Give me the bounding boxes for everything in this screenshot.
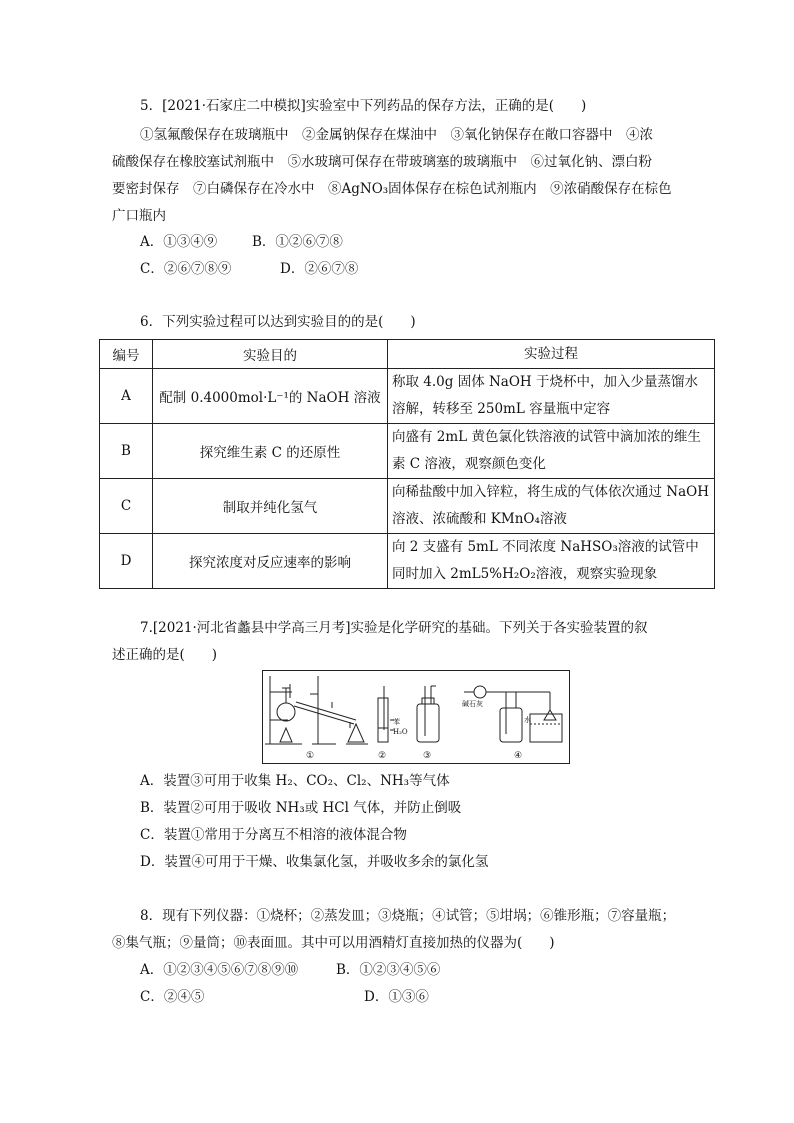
label-apparatus-1: ① <box>306 751 315 761</box>
label-water-2: H₂O <box>393 728 408 736</box>
q7-option-d[interactable]: D．装置④可用于干燥、收集氯化氢，并吸收多余的氯化氢 <box>140 854 489 870</box>
q7-stem: 述正确的是( ) <box>112 647 218 663</box>
q5-stem: 5．[2021·石家庄二中模拟]实验室中下列药品的保存方法，正确的是( ) <box>140 98 587 114</box>
q5-option-d[interactable]: D．②⑥⑦⑧ <box>280 261 359 277</box>
table-row <box>100 479 715 534</box>
q8-stem: ⑧集气瓶；⑨量筒；⑩表面皿。其中可以用酒精灯直接加热的仪器为( ) <box>112 935 555 951</box>
row-goal: 探究维生素 C 的还原性 <box>153 424 388 479</box>
q5-option-a[interactable]: A．①③④⑨ <box>140 234 218 250</box>
label-soda-lime: 碱石灰 <box>462 700 483 708</box>
row-procedure: 向 2 支盛有 5mL 不同浓度 NaHSO₃溶液的试管中同时加入 2mL5%H₂O₂溶液，观察实验现象 <box>388 534 715 589</box>
table-header-row <box>100 340 715 369</box>
q5-option-c[interactable]: C．②⑥⑦⑧⑨ <box>140 261 232 277</box>
apparatus-3-gas-bottle <box>417 686 439 742</box>
table-row <box>100 424 715 479</box>
row-procedure: 向稀盐酸中加入锌粒，将生成的气体依次通过 NaOH 溶液、浓硫酸和 KMnO₄溶液 <box>388 479 715 534</box>
q8-option-d[interactable]: D．①③⑥ <box>364 989 429 1005</box>
apparatus-4-drying-collect <box>464 686 562 742</box>
q8-option-c[interactable]: C．②④⑤ <box>140 989 205 1005</box>
table-header: 编号 <box>100 340 153 369</box>
table-header: 实验过程 <box>388 340 715 369</box>
q7-option-b[interactable]: B．装置②可用于吸收 NH₃或 HCl 气体，并防止倒吸 <box>140 800 462 816</box>
row-goal: 探究浓度对反应速率的影响 <box>153 534 388 589</box>
row-procedure: 向盛有 2mL 黄色氯化铁溶液的试管中滴加浓的维生素 C 溶液，观察颜色变化 <box>388 424 715 479</box>
q7-option-a[interactable]: A．装置③可用于收集 H₂、CO₂、Cl₂、NH₃等气体 <box>140 773 450 789</box>
row-id: B <box>100 424 153 479</box>
q5-body-line: 广口瓶内 <box>112 208 166 224</box>
q6-stem: 6．下列实验过程可以达到实验目的的是( ) <box>140 314 416 330</box>
table-row <box>100 369 715 424</box>
q5-option-b[interactable]: B．①②⑥⑦⑧ <box>252 234 343 250</box>
label-benzene: 苯 <box>393 718 400 726</box>
label-water-4: 水 <box>524 716 531 724</box>
q5-body-line: 要密封保存 ⑦白磷保存在冷水中 ⑧AgNO₃固体保存在棕色试剂瓶内 ⑨浓硝酸保存在棕色 <box>112 181 672 197</box>
label-apparatus-4: ④ <box>514 751 523 761</box>
apparatus-figure <box>262 670 570 764</box>
row-goal: 配制 0.4000mol·L⁻¹的 NaOH 溶液 <box>153 369 388 424</box>
row-id: D <box>100 534 153 589</box>
q8-option-b[interactable]: B．①②③④⑤⑥ <box>336 962 441 978</box>
q5-body-line: ①氢氟酸保存在玻璃瓶中 ②金属钠保存在煤油中 ③氧化钠保存在敞口容器中 ④浓 <box>140 127 653 143</box>
q6-table <box>99 339 715 589</box>
row-goal: 制取并纯化氢气 <box>153 479 388 534</box>
q8-stem: 8．现有下列仪器：①烧杯；②蒸发皿；③烧瓶；④试管；⑤坩埚；⑥锥形瓶；⑦容量瓶； <box>140 908 676 924</box>
table-header: 实验目的 <box>153 340 388 369</box>
label-apparatus-2: ② <box>378 751 387 761</box>
q7-stem: 7.[2021·河北省蠡县中学高三月考]实验是化学研究的基础。下列关于各实验装置的叙 <box>140 620 648 636</box>
q7-option-c[interactable]: C．装置①常用于分离互不相溶的液体混合物 <box>140 827 407 843</box>
q5-body-line: 硫酸保存在橡胶塞试剂瓶中 ⑤水玻璃可保存在带玻璃塞的玻璃瓶中 ⑥过氧化钠、漂白粉 <box>112 154 652 170</box>
row-id: C <box>100 479 153 534</box>
label-apparatus-3: ③ <box>423 751 432 761</box>
apparatus-2-absorber <box>378 686 394 742</box>
apparatus-1-distillation <box>265 676 368 744</box>
row-procedure: 称取 4.0g 固体 NaOH 于烧杯中，加入少量蒸馏水溶解，转移至 250mL 容量瓶中定容 <box>388 369 715 424</box>
table-row <box>100 534 715 589</box>
row-id: A <box>100 369 153 424</box>
q8-option-a[interactable]: A．①②③④⑤⑥⑦⑧⑨⑩ <box>140 962 299 978</box>
